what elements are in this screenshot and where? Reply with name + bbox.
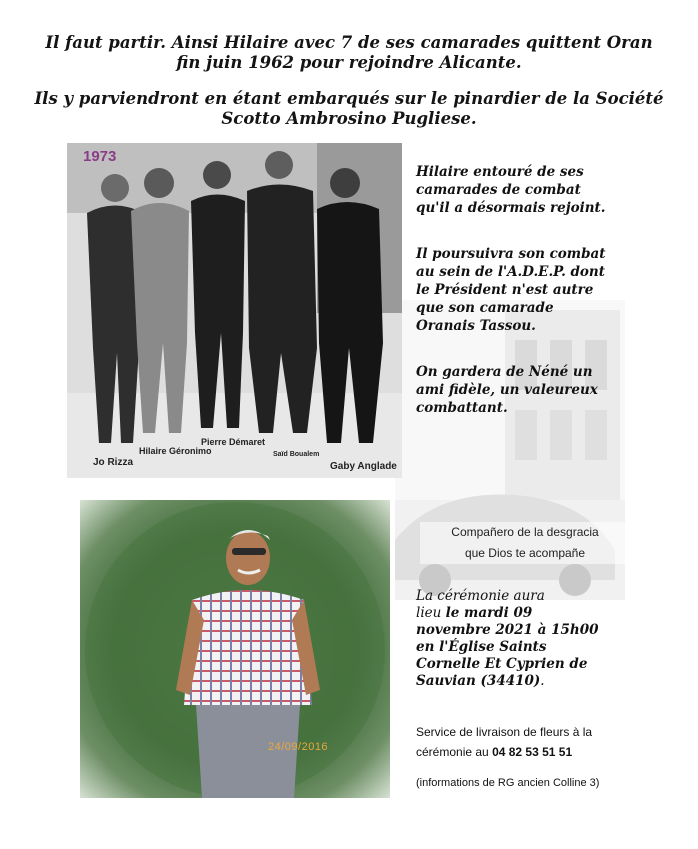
caption-gaby-anglade: Gaby Anglade bbox=[330, 461, 397, 472]
caption-jo-rizza: Jo Rizza bbox=[93, 457, 134, 468]
ceremony-intro-2: lieu bbox=[416, 605, 442, 621]
ceremony-intro-1: La cérémonie aura bbox=[416, 588, 545, 604]
source-note: (informations de RG ancien Colline 3) bbox=[416, 777, 600, 789]
heading-line-4: Scotto Ambrosino Pugliese. bbox=[221, 109, 477, 128]
tribute-line: Oranais Tassou. bbox=[416, 318, 536, 334]
tribute-paragraph-3 bbox=[416, 363, 636, 417]
portrait-figure bbox=[80, 500, 390, 798]
tribute-line: le Président n'est autre bbox=[416, 282, 594, 298]
heading-block-1 bbox=[20, 33, 678, 73]
tribute-line: qu'il a désormais rejoint. bbox=[416, 200, 606, 216]
tribute-line: ami fidèle, un valeureux bbox=[416, 382, 598, 398]
flower-delivery-info bbox=[416, 722, 636, 762]
flowers-line-2: cérémonie au bbox=[416, 745, 489, 759]
ceremony-place-2: Cornelle Et Cyprien de bbox=[416, 656, 588, 672]
tribute-line: Il poursuivra son combat bbox=[416, 246, 606, 262]
tribute-line: Hilaire entouré de ses bbox=[416, 164, 584, 180]
tribute-line: camarades de combat bbox=[416, 182, 581, 198]
portrait-photo bbox=[80, 500, 390, 798]
ceremony-place-3: Sauvian (34410) bbox=[416, 673, 541, 689]
tribute-line: combattant. bbox=[416, 400, 508, 416]
caption-said-boualem: Saïd Boualem bbox=[273, 451, 320, 458]
group-photo-figures bbox=[67, 143, 402, 478]
ceremony-end: . bbox=[540, 673, 545, 689]
tribute-line: que son camarade bbox=[416, 300, 554, 316]
group-photo-1973 bbox=[67, 143, 402, 478]
ceremony-place-1: en l'Église Saints bbox=[416, 639, 547, 655]
tribute-line: On gardera de Néné un bbox=[416, 364, 593, 380]
spanish-line-2: que Dios te acompañe bbox=[420, 543, 630, 564]
caption-hilaire-geronimo: Hilaire Géronimo bbox=[139, 446, 212, 456]
heading-line-2: fin juin 1962 pour rejoindre Alicante. bbox=[176, 53, 522, 72]
heading-block-2 bbox=[20, 89, 678, 129]
ceremony-announcement bbox=[416, 588, 638, 690]
flowers-line-1: Service de livraison de fleurs à la bbox=[416, 725, 593, 739]
ceremony-date-1: le mardi 09 bbox=[445, 605, 533, 621]
tribute-paragraph-2 bbox=[416, 245, 636, 335]
heading-line-1: Il faut partir. Ainsi Hilaire avec 7 de ses camarades quittent Oran bbox=[45, 33, 653, 52]
photo-year-label: 1973 bbox=[83, 148, 117, 165]
caption-pierre-demaret: Pierre Démaret bbox=[201, 437, 266, 447]
flowers-phone-number[interactable]: 04 82 53 51 51 bbox=[492, 745, 573, 759]
spanish-line-1: Compañero de la desgracia bbox=[420, 522, 630, 543]
spanish-epitaph bbox=[420, 522, 630, 564]
ceremony-date-2: novembre 2021 à 15h00 bbox=[416, 622, 599, 638]
tribute-paragraph-1 bbox=[416, 163, 636, 217]
heading-line-3: Ils y parviendront en étant embarqués sur le pinardier de la Société bbox=[34, 89, 664, 108]
photo-date-stamp: 24/09/2016 bbox=[268, 741, 329, 753]
tribute-line: au sein de l'A.D.E.P. dont bbox=[416, 264, 605, 280]
